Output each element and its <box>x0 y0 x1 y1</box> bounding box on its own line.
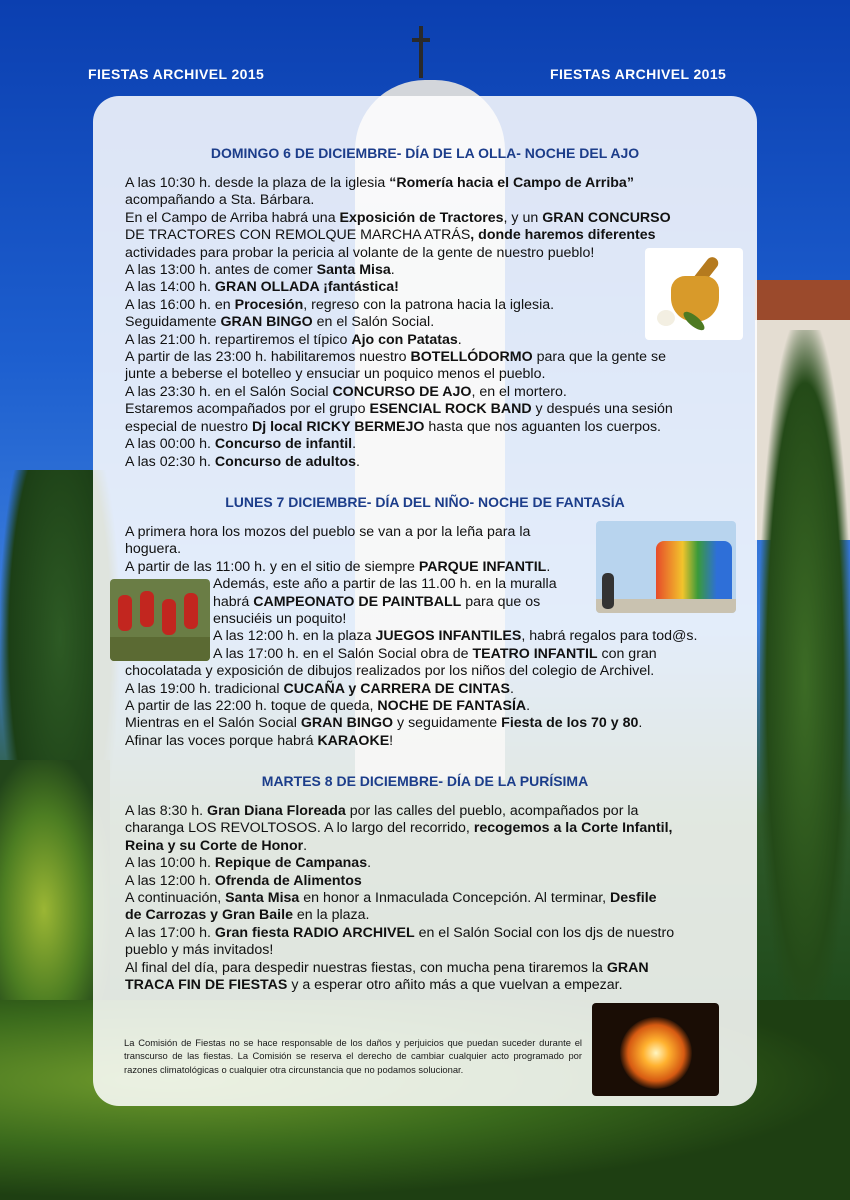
section-body-tuesday <box>125 803 745 994</box>
line-text: . <box>390 262 395 279</box>
highlight-text: BOTELLÓDORMO <box>410 349 533 366</box>
line-text: A las 21:00 h. repartiremos el típico <box>125 331 352 348</box>
program-line <box>125 297 645 314</box>
highlight-text: Reina y su Corte de Honor <box>125 837 304 854</box>
line-text: habrá <box>213 593 254 610</box>
highlight-text: Exposición de Tractores <box>339 209 504 226</box>
program-line <box>125 366 645 383</box>
line-text: Estaremos acompañados por el grupo <box>125 401 370 418</box>
tree <box>760 330 850 1030</box>
line-text: y a esperar otro añito más a que vuelvan a empezar. <box>287 977 623 994</box>
program-line <box>125 960 745 977</box>
line-text: , en el mortero. <box>471 383 567 400</box>
paintball-image <box>110 579 210 661</box>
highlight-text: recogemos a la Corte Infantil, <box>473 820 673 837</box>
program-line <box>125 401 673 418</box>
line-text: y seguidamente <box>393 715 502 732</box>
program-line <box>125 855 745 872</box>
line-text: A las 13:00 h. antes de comer <box>125 262 317 279</box>
program-line <box>125 681 745 698</box>
program-line <box>125 314 645 331</box>
line-text: . <box>303 837 308 854</box>
header-title-left: FIESTAS ARCHIVEL 2015 <box>88 66 265 82</box>
line-text: , y un <box>503 209 543 226</box>
line-text: A las 16:00 h. en <box>125 296 235 313</box>
line-text: A primera hora los mozos del pueblo se van a por la leña para la <box>125 524 531 540</box>
line-text: con gran <box>597 645 657 662</box>
line-text: . <box>457 331 462 348</box>
highlight-text: “Romería hacia el Campo de Arriba” <box>389 175 634 191</box>
line-text: A las 23:30 h. en el Salón Social <box>125 383 333 400</box>
line-text: . <box>546 558 551 575</box>
line-text: actividades para probar la pericia al volante de la gente de nuestro pueblo! <box>125 244 595 261</box>
section-title-monday: LUNES 7 DICIEMBRE- DÍA DEL NIÑO- NOCHE DE FANTASÍA <box>225 494 625 510</box>
highlight-text: TRACA FIN DE FIESTAS <box>125 977 288 994</box>
program-line <box>125 192 645 209</box>
program-line <box>125 698 745 715</box>
line-text: A las 17:00 h. <box>125 924 215 941</box>
highlight-text: Ofrenda de Alimentos <box>214 872 362 889</box>
program-line <box>125 646 745 663</box>
program-line <box>125 925 745 942</box>
highlight-text: Dj local RICKY BERMEJO <box>251 418 425 435</box>
highlight-text: PARQUE INFANTIL <box>418 558 547 575</box>
program-line <box>125 245 645 262</box>
line-text: , habrá regalos para tod@s. <box>521 628 698 645</box>
highlight-text: Procesión <box>234 296 304 313</box>
program-line <box>125 628 745 645</box>
highlight-text: CUCAÑA y CARRERA DE CINTAS <box>283 680 511 697</box>
line-text: A las 02:30 h. <box>125 453 215 470</box>
highlight-text: NOCHE DE FANTASÍA <box>377 698 527 715</box>
highlight-text: GRAN <box>606 959 649 976</box>
section-body-sunday <box>125 175 673 471</box>
line-text: A las 17:00 h. en el Salón Social obra de <box>213 645 473 662</box>
line-text: A partir de las 23:00 h. habilitaremos nuestro <box>125 349 411 366</box>
program-line <box>125 227 656 244</box>
line-text: A las 14:00 h. <box>125 279 215 296</box>
line-text: A las 19:00 h. tradicional <box>125 680 284 697</box>
cross-icon <box>412 26 430 78</box>
line-text: A las 10:00 h. <box>125 855 215 872</box>
line-text: Afinar las voces porque habrá <box>125 732 318 749</box>
line-text: acompañando a Sta. Bárbara. <box>125 192 315 209</box>
line-text: ! <box>389 732 394 749</box>
section-title-tuesday: MARTES 8 DE DICIEMBRE- DÍA DE LA PURÍSIMA <box>261 773 589 789</box>
program-line <box>125 436 645 453</box>
line-text: . <box>526 698 531 715</box>
highlight-text: Gran Diana Floreada <box>207 803 346 819</box>
section-title-sunday: DOMINGO 6 DE DICIEMBRE- DÍA DE LA OLLA- NOCHE DEL AJO <box>210 145 640 161</box>
line-text: en el Salón Social. <box>312 314 435 331</box>
header-title-right: FIESTAS ARCHIVEL 2015 <box>550 66 727 82</box>
highlight-text: CAMPEONATO DE PAINTBALL <box>253 593 462 610</box>
line-text: chocolatada y exposición de dibujos realizados por los niños del colegio de Archivel. <box>125 663 655 680</box>
highlight-text: GRAN CONCURSO <box>542 209 671 226</box>
highlight-text: Concurso de infantil <box>214 436 353 453</box>
program-line <box>125 279 645 296</box>
highlight-text: TEATRO INFANTIL <box>472 645 598 662</box>
highlight-text: Santa Misa <box>225 890 300 907</box>
line-text: pueblo y más invitados! <box>125 942 274 959</box>
highlight-text: Repique de Campanas <box>214 855 368 872</box>
mortar-image <box>645 248 743 340</box>
line-text: especial de nuestro <box>125 418 252 435</box>
program-line <box>125 384 645 401</box>
highlight-text: JUEGOS INFANTILES <box>375 628 522 645</box>
highlight-text: CONCURSO DE AJO <box>332 383 472 400</box>
line-text: Al final del día, para despedir nuestras fiestas, con mucha pena tiraremos la <box>125 959 607 976</box>
line-text: ensuciéis un poquito! <box>213 611 347 628</box>
program-line <box>125 262 645 279</box>
highlight-text: KARAOKE <box>317 732 390 749</box>
program-line <box>125 418 662 436</box>
program-line <box>125 890 745 907</box>
program-line <box>125 715 745 732</box>
line-text: . <box>367 855 372 872</box>
program-line <box>125 611 745 628</box>
highlight-text: Santa Misa <box>316 262 391 279</box>
line-text: . <box>638 715 643 732</box>
line-text: A las 12:00 h. en la plaza <box>213 628 376 645</box>
program-line <box>125 803 745 820</box>
line-text: para que os <box>461 593 541 610</box>
line-text: A las 12:00 h. <box>125 872 215 889</box>
program-line <box>125 977 745 994</box>
line-text: A continuación, <box>125 890 226 907</box>
program-line <box>125 820 745 837</box>
line-text: A partir de las 22:00 h. toque de queda, <box>125 698 378 715</box>
highlight-text: , donde haremos diferentes <box>470 227 656 244</box>
line-text: para que la gente se <box>532 349 666 366</box>
line-text: charanga LOS REVOLTOSOS. A lo largo del recorrido, <box>125 820 474 837</box>
program-line <box>125 838 745 855</box>
line-text: . <box>352 436 357 453</box>
line-text: A las 8:30 h. <box>125 803 208 819</box>
bouncy-castle-image <box>596 521 736 613</box>
line-text: hoguera. <box>125 541 182 558</box>
highlight-text: GRAN BINGO <box>300 715 394 732</box>
line-text: . <box>356 453 360 470</box>
line-text: hasta que nos aguanten los cuerpos. <box>424 418 662 435</box>
line-text: , regreso con la patrona hacia la iglesia. <box>303 296 555 313</box>
line-text: . <box>510 680 514 697</box>
line-text: por las calles del pueblo, acompañados por la <box>345 803 639 819</box>
program-line <box>125 209 671 227</box>
line-text: en honor a Inmaculada Concepción. Al terminar, <box>299 890 611 907</box>
highlight-text: Desfile <box>610 890 657 907</box>
line-text: A las 00:00 h. <box>125 436 215 453</box>
line-text: A partir de las 11:00 h. y en el sitio de siempre <box>125 558 419 575</box>
disclaimer: La Comisión de Fiestas no se hace responsable de los daños y perjuicios que puedan suceder durante el transcurso de las fiestas. La Comisión se reserva el derecho de cambiar cualquier acto programado por razones climatológicas o cualquier otra circunstancia que no podamos solucionar. <box>124 1037 582 1075</box>
highlight-text: de Carrozas y Gran Baile <box>125 907 293 924</box>
program-line <box>125 663 745 680</box>
highlight-text: ESENCIAL ROCK BAND <box>369 401 532 418</box>
program-line <box>125 349 666 366</box>
line-text: junte a beberse el botelleo y ensuciar un poquico menos el pueblo. <box>125 366 546 383</box>
highlight-text: Gran fiesta RADIO ARCHIVEL <box>214 924 415 941</box>
line-text: Seguidamente <box>125 314 221 331</box>
line-text: en el Salón Social con los djs de nuestro <box>414 924 675 941</box>
program-line <box>125 873 745 890</box>
line-text: y después una sesión <box>531 401 673 418</box>
program-line <box>125 332 645 349</box>
line-text: en la plaza. <box>292 907 370 924</box>
highlight-text: GRAN BINGO <box>220 314 313 331</box>
line-text: Mientras en el Salón Social <box>125 715 301 732</box>
program-line <box>125 175 645 192</box>
highlight-text: Ajo con Patatas <box>351 331 458 348</box>
line-text: A las 10:30 h. desde la plaza de la iglesia <box>125 175 390 191</box>
highlight-text: GRAN OLLADA ¡fantástica! <box>214 279 399 296</box>
program-line <box>125 733 745 750</box>
program-line <box>125 942 745 959</box>
program-line <box>125 454 645 471</box>
line-text: Además, este año a partir de las 11.00 h. en la muralla <box>213 576 557 593</box>
program-line <box>125 907 745 924</box>
line-text: DE TRACTORES CON REMOLQUE MARCHA ATRÁS <box>125 227 471 244</box>
highlight-text: Concurso de adultos <box>214 453 357 470</box>
highlight-text: Fiesta de los 70 y 80 <box>501 715 639 732</box>
fireworks-image <box>592 1003 719 1096</box>
line-text: En el Campo de Arriba habrá una <box>125 209 340 226</box>
